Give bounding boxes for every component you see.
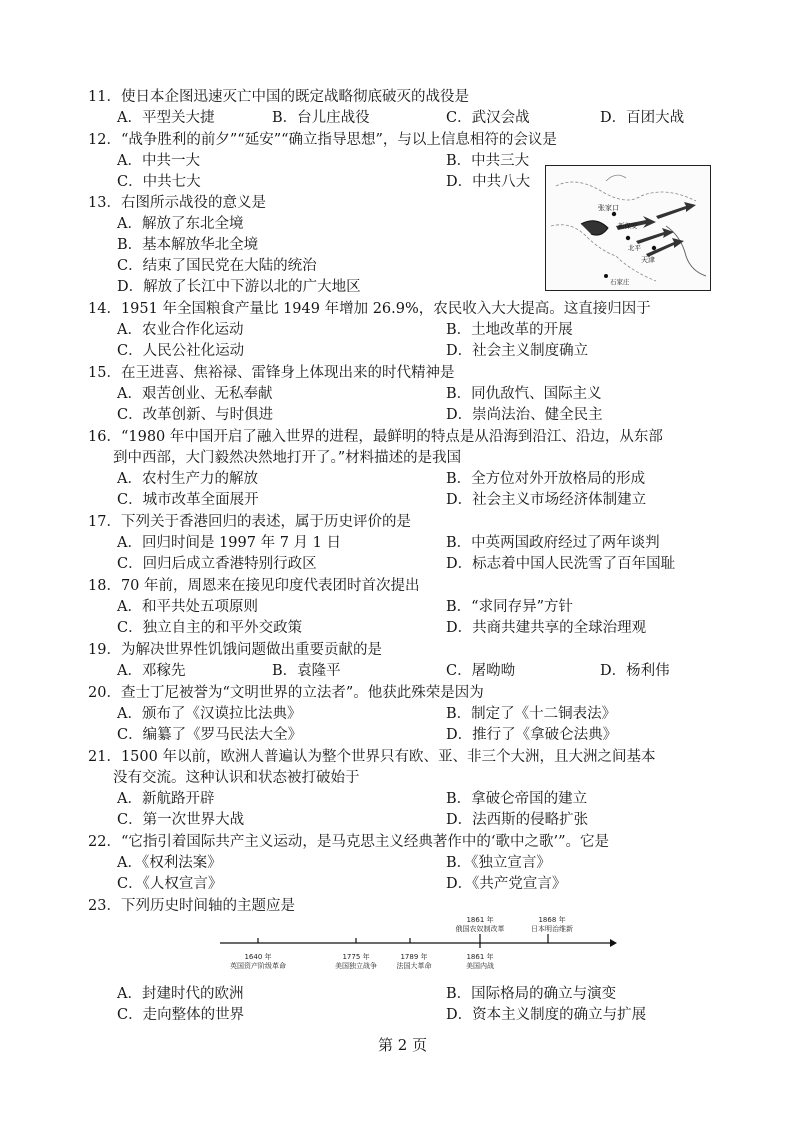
timeline-year-1789: 1789 年 xyxy=(400,953,428,961)
question-21-option-b: B．拿破仑帝国的建立 xyxy=(446,791,588,807)
question-14-option-c: C．人民公社化运动 xyxy=(117,343,245,359)
question-16-option-d: D．社会主义市场经济体制建立 xyxy=(446,492,647,508)
question-13-option-a: A．解放了东北全境 xyxy=(117,216,244,232)
timeline-event-1789: 法国大革命 xyxy=(396,962,432,970)
timeline-year-1775: 1775 年 xyxy=(342,953,370,961)
question-16-option-b: B．全方位对外开放格局的形成 xyxy=(446,471,646,487)
timeline-event-1640: 英国资产阶级革命 xyxy=(230,962,286,970)
timeline-drawing xyxy=(218,912,618,982)
question-14-option-d: D．社会主义制度确立 xyxy=(446,343,589,359)
question-16-option-a: A．农村生产力的解放 xyxy=(117,471,258,487)
question-18-option-b: B．“求同存异”方针 xyxy=(446,599,573,615)
question-22-option-d: D．《共产党宣言》 xyxy=(446,876,567,892)
question-13-option-c: C．结束了国民党在大陆的统治 xyxy=(117,258,317,274)
question-17-option-a: A．回归时间是 1997 年 7 月 1 日 xyxy=(117,535,341,551)
question-15-stem: 15．在王进喜、焦裕禄、雷锋身上体现出来的时代精神是 xyxy=(88,365,455,381)
question-21-option-c: C．第一次世界大战 xyxy=(117,812,245,828)
map-label-zhangjiakou: 张家口 xyxy=(598,204,619,212)
question-12-stem: 12．“战争胜利的前夕”“延安”“确立指导思想”，与以上信息相符的会议是 xyxy=(88,132,557,148)
question-20-option-a: A．颁布了《汉谟拉比法典》 xyxy=(117,706,302,722)
question-11-option-d: D．百团大战 xyxy=(600,110,685,126)
timeline-year-1861-us: 1861 年 xyxy=(466,953,494,961)
question-23-option-c: C．走向整体的世界 xyxy=(117,1007,245,1023)
history-timeline xyxy=(218,912,618,982)
question-16-option-c: C．城市改革全面展开 xyxy=(117,492,259,508)
question-17-stem: 17．下列关于香港回归的表述，属于历史评价的是 xyxy=(88,514,411,530)
timeline-year-1868: 1868 年 xyxy=(538,916,566,924)
question-15-option-d: D．崇尚法治、健全民主 xyxy=(446,407,603,423)
question-16-stem: 16．“1980 年中国开启了融入世界的进程，最鲜明的特点是从沿海到沿江、沿边，从东部 xyxy=(88,429,663,445)
question-15-option-c: C．改革创新、与时俱进 xyxy=(117,407,274,423)
question-12-option-d: D．中共八大 xyxy=(446,174,531,190)
question-16-stem-continued: 到中西部，大门毅然决然地打开了。”材料描述的是我国 xyxy=(113,450,462,466)
question-22-option-a: A．《权利法案》 xyxy=(117,855,222,871)
question-12-option-a: A．中共一大 xyxy=(117,153,200,169)
question-22-option-c: C．《人权宣言》 xyxy=(117,876,223,892)
question-17-option-c: C．回归后成立香港特别行政区 xyxy=(117,556,317,572)
question-13-option-d: D．解放了长江中下游以北的广大地区 xyxy=(117,279,361,295)
timeline-year-1640: 1640 年 xyxy=(244,953,272,961)
question-19-option-b: B．袁隆平 xyxy=(272,663,341,679)
question-14-stem: 14．1951 年全国粮食产量比 1949 年增加 26.9%，农民收入大大提高。这直接归因于 xyxy=(88,301,651,317)
question-19-option-c: C．屠呦呦 xyxy=(446,663,516,679)
question-18-stem: 18．70 年前，周恩来在接见印度代表团时首次提出 xyxy=(88,578,420,594)
question-20-stem: 20．查士丁尼被誉为“文明世界的立法者”。他获此殊荣是因为 xyxy=(88,685,484,701)
question-21-option-d: D．法西斯的侵略扩张 xyxy=(446,812,589,828)
question-20-option-d: D．推行了《拿破仑法典》 xyxy=(446,727,618,743)
question-11-option-b: B．台儿庄战役 xyxy=(272,110,370,126)
page-number: 第 2 页 xyxy=(378,1036,428,1054)
question-23-option-a: A．封建时代的欧洲 xyxy=(117,986,244,1002)
campaign-map xyxy=(545,165,711,291)
timeline-event-1861-russia: 俄国农奴制改革 xyxy=(455,925,505,933)
question-18-option-c: C．独立自主的和平外交政策 xyxy=(117,620,303,636)
timeline-event-1868: 日本明治维新 xyxy=(531,925,573,933)
question-20-option-b: B．制定了《十二铜表法》 xyxy=(446,706,617,722)
question-22-stem: 22．“它指引着国际共产主义运动，是马克思主义经典著作中的‘歌中之歌’”。它是 xyxy=(88,834,609,850)
question-21-stem: 21．1500 年以前，欧洲人普遍认为整个世界只有欧、亚、非三个大洲，且大洲之间基本 xyxy=(88,749,656,765)
question-23-option-d: D．资本主义制度的确立与扩展 xyxy=(446,1007,647,1023)
question-17-option-d: D．标志着中国人民洗雪了百年国耻 xyxy=(446,556,676,572)
question-14-option-b: B．土地改革的开展 xyxy=(446,322,573,338)
map-label-xinbaoan: 新保安 xyxy=(618,222,638,230)
question-11-option-c: C．武汉会战 xyxy=(446,110,530,126)
question-20-option-c: C．编纂了《罗马民法大全》 xyxy=(117,727,303,743)
question-14-option-a: A．农业合作化运动 xyxy=(117,322,244,338)
question-19-stem: 19．为解决世界性饥饿问题做出重要贡献的是 xyxy=(88,642,382,658)
timeline-year-1861-russia: 1861 年 xyxy=(466,916,494,924)
question-11-option-a: A．平型关大捷 xyxy=(117,110,215,126)
campaign-map-drawing xyxy=(546,166,710,290)
question-13-stem: 13．右图所示战役的意义是 xyxy=(88,195,266,211)
timeline-event-1775: 美国独立战争 xyxy=(335,962,377,970)
question-12-option-b: B．中共三大 xyxy=(446,153,530,169)
question-22-option-b: B．《独立宣言》 xyxy=(446,855,551,871)
timeline-arrow xyxy=(610,939,617,947)
question-15-option-b: B．同仇敌忾、国际主义 xyxy=(446,386,602,402)
question-21-stem-continued: 没有交流。这种认识和状态被打破始于 xyxy=(113,770,360,786)
question-13-option-b: B．基本解放华北全境 xyxy=(117,237,259,253)
map-label-shijiazhuang: 石家庄 xyxy=(610,278,630,286)
question-19-option-a: A．邓稼先 xyxy=(117,663,186,679)
question-12-option-c: C．中共七大 xyxy=(117,174,201,190)
question-23-stem: 23．下列历史时间轴的主题应是 xyxy=(88,898,295,914)
question-18-option-a: A．和平共处五项原则 xyxy=(117,599,258,615)
map-label-beiping: 北平 xyxy=(628,244,641,252)
question-18-option-d: D．共商共建共享的全球治理观 xyxy=(446,620,647,636)
question-11-stem: 11．使日本企图迅速灭亡中国的既定战略彻底破灭的战役是 xyxy=(88,89,469,105)
question-23-option-b: B．国际格局的确立与演变 xyxy=(446,986,617,1002)
question-21-option-a: A．新航路开辟 xyxy=(117,791,215,807)
map-label-tianjin: 天津 xyxy=(641,256,655,264)
question-17-option-b: B．中英两国政府经过了两年谈判 xyxy=(446,535,660,551)
question-15-option-a: A．艰苦创业、无私奉献 xyxy=(117,386,273,402)
question-19-option-d: D．杨利伟 xyxy=(600,663,670,679)
timeline-event-1861-us: 美国内战 xyxy=(466,962,494,970)
